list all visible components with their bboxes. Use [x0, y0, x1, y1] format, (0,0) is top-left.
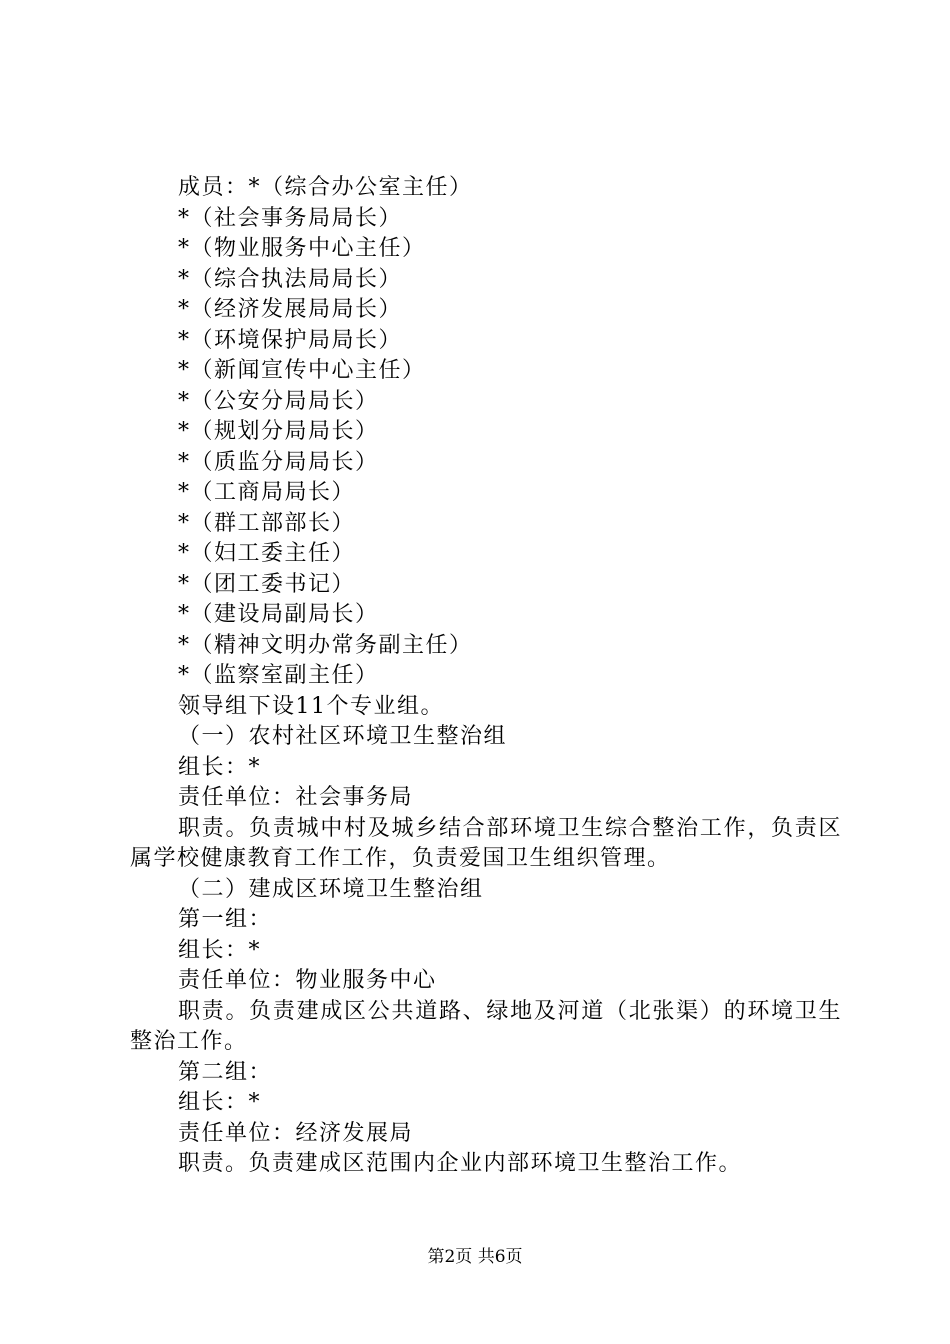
- text-line: *（综合执法局局长）: [178, 266, 403, 292]
- text-line: 组长：*: [178, 754, 262, 780]
- text-line: *（精神文明办常务副主任）: [178, 632, 473, 658]
- text-line: 第一组：: [178, 907, 273, 932]
- text-line: *（群工部部长）: [178, 510, 356, 536]
- text-line: 责任单位：社会事务局: [178, 785, 414, 810]
- text-line: *（环境保护局局长）: [178, 327, 403, 353]
- text-line: *（质监分局局长）: [178, 449, 379, 475]
- text-line: *（规划分局局长）: [178, 419, 379, 444]
- page-footer: 第2页 共6页: [427, 1247, 523, 1267]
- text-line: 责任单位：经济发展局: [178, 1120, 414, 1146]
- text-line: *（团工委书记）: [178, 571, 356, 597]
- text-line: 组长：*: [178, 1090, 262, 1115]
- text-line: *（公安分局局长）: [178, 388, 379, 414]
- paragraph: 职责。负责城中村及城乡结合部环境卫生综合整治工作，负责区属学校健康教育工作工作，负责爱国卫生组织管理。: [130, 815, 842, 871]
- text-line: *（妇工委主任）: [178, 541, 356, 566]
- text-line: *（建设局副局长）: [178, 602, 379, 627]
- text-line: *（工商局局长）: [178, 480, 356, 505]
- text-line: *（物业服务中心主任）: [178, 236, 426, 261]
- section-heading: （一）农村社区环境卫生整治组: [178, 724, 508, 749]
- text-line: 职责。负责建成区范围内企业内部环境卫生整治工作。: [178, 1151, 743, 1176]
- text-line: *（社会事务局局长）: [178, 205, 403, 231]
- section-heading: （二）建成区环境卫生整治组: [178, 876, 484, 902]
- paragraph: 职责。负责建成区公共道路、绿地及河道（北张渠）的环境卫生整治工作。: [130, 998, 842, 1054]
- text-line: 第二组：: [178, 1059, 273, 1085]
- text-line: 领导组下设11个专业组。: [178, 693, 444, 719]
- text-line: 成员：*（综合办公室主任）: [178, 175, 473, 200]
- text-line: *（新闻宣传中心主任）: [178, 358, 426, 383]
- text-line: *（经济发展局局长）: [178, 297, 403, 322]
- text-line: 组长：*: [178, 937, 262, 963]
- text-line: *（监察室副主任）: [178, 663, 379, 688]
- text-line: 责任单位：物业服务中心: [178, 968, 437, 993]
- document-body: [130, 173, 842, 1180]
